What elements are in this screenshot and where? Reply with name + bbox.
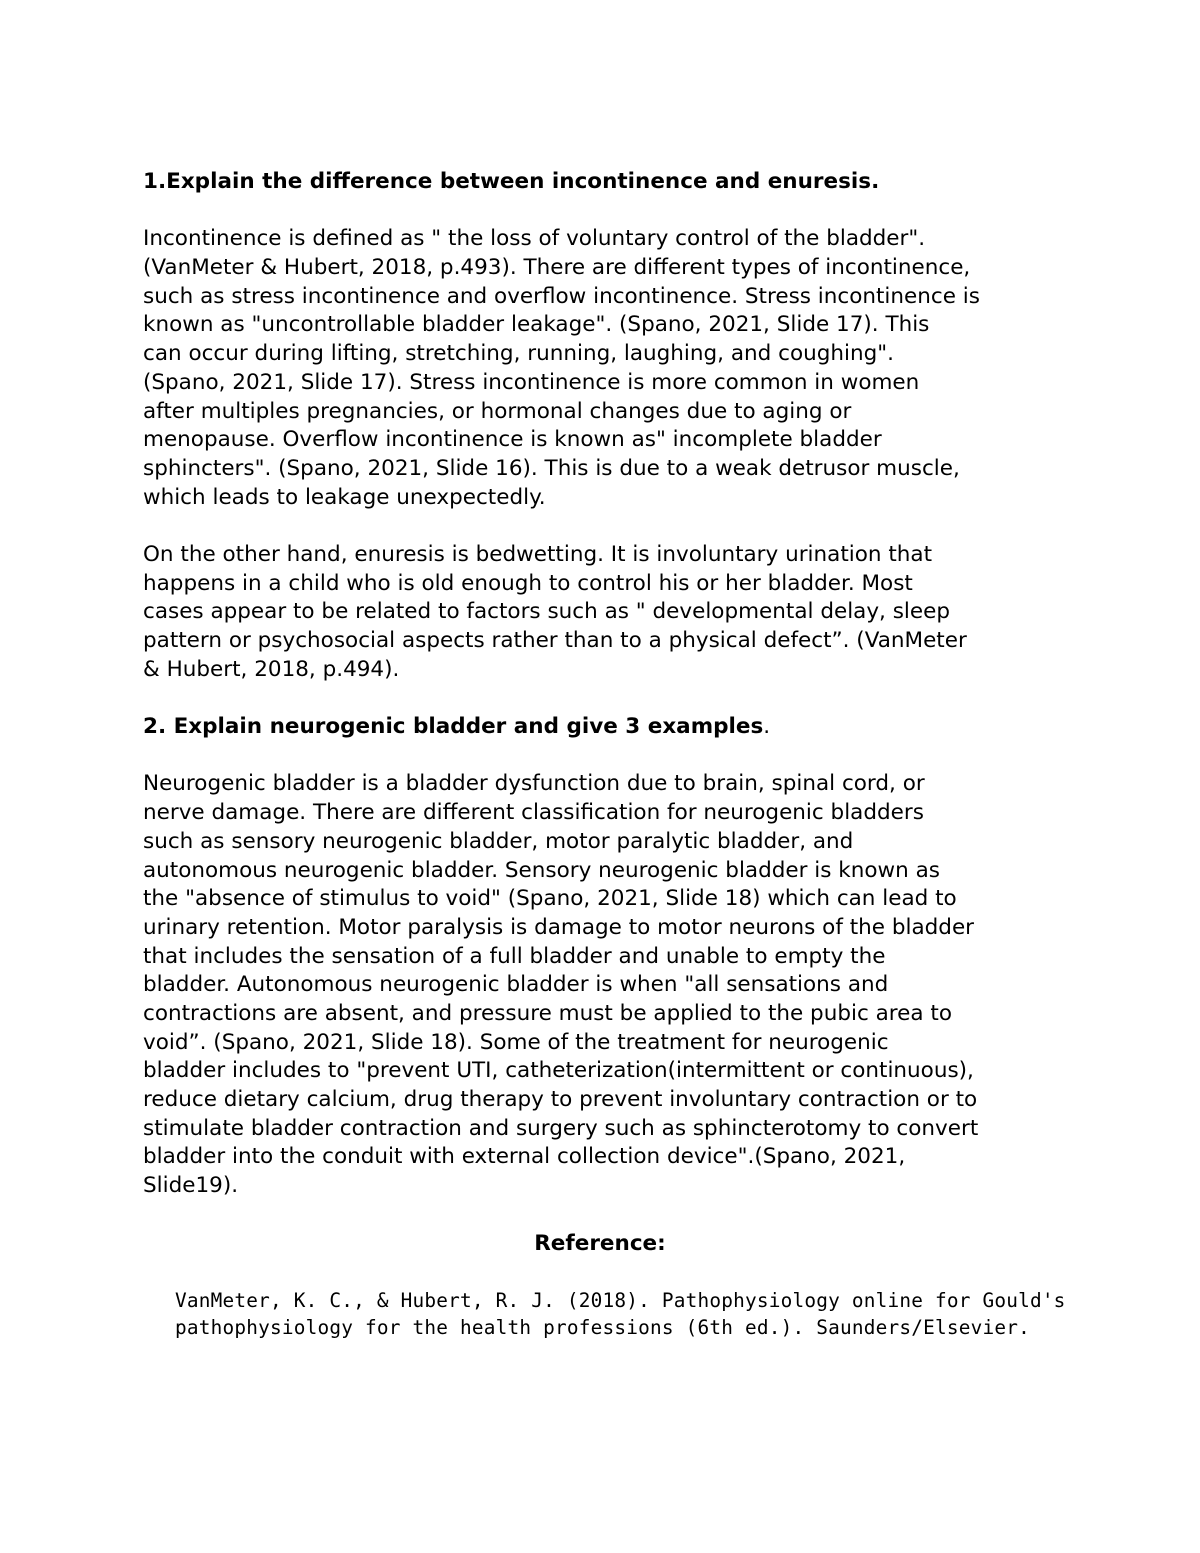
question-2-heading-text: 2. Explain neurogenic bladder and give 3 examples bbox=[143, 714, 764, 740]
text-line: autonomous neurogenic bladder. Sensory neurogenic bladder is known as bbox=[143, 857, 940, 883]
spacer bbox=[143, 512, 1073, 541]
spacer bbox=[143, 742, 1073, 771]
text-line: On the other hand, enuresis is bedwetting. It is involuntary urination that bbox=[143, 541, 933, 567]
text-line: stimulate bladder contraction and surgery such as sphincterotomy to convert bbox=[143, 1115, 979, 1141]
text-line: such as stress incontinence and overflow incontinence. Stress incontinence is bbox=[143, 283, 980, 309]
text-line: cases appear to be related to factors such as " developmental delay, sleep bbox=[143, 599, 951, 625]
text-line: pattern or psychosocial aspects rather than to a physical defect”. (VanMeter bbox=[143, 628, 967, 653]
text-line: & Hubert, 2018, p.494). bbox=[143, 656, 400, 682]
text-line: known as "uncontrollable bladder leakage". (Spano, 2021, Slide 17). This bbox=[143, 312, 930, 338]
question-1-heading: 1.Explain the difference between incontinence and enuresis. bbox=[143, 169, 880, 194]
text-line: Slide19). bbox=[143, 1173, 239, 1199]
spacer bbox=[143, 197, 1073, 226]
question-1-paragraph-2 bbox=[143, 541, 1073, 684]
question-1-paragraph-1 bbox=[143, 225, 1073, 512]
text-line: bladder. Autonomous neurogenic bladder is when "all sensations and bbox=[143, 972, 889, 998]
document-body bbox=[143, 168, 1073, 1201]
text-line: contractions are absent, and pressure must be applied to the pubic area to bbox=[143, 1000, 952, 1026]
text-line: which leads to leakage unexpectedly. bbox=[143, 484, 546, 510]
reference-line: VanMeter, K. C., & Hubert, R. J. (2018). Pathophysiology online for Gould's bbox=[175, 1289, 1066, 1312]
question-2-heading-period: . bbox=[763, 714, 771, 740]
text-line: void”. (Spano, 2021, Slide 18). Some of the treatment for neurogenic bbox=[143, 1029, 889, 1055]
text-line: menopause. Overflow incontinence is known as" incomplete bladder bbox=[143, 427, 882, 453]
text-line: Neurogenic bladder is a bladder dysfunction due to brain, spinal cord, or bbox=[143, 771, 925, 797]
text-line: bladder into the conduit with external collection device".(Spano, 2021, bbox=[143, 1144, 906, 1170]
question-2-heading bbox=[143, 713, 1073, 742]
text-line: sphincters". (Spano, 2021, Slide 16). This is due to a weak detrusor muscle, bbox=[143, 455, 960, 481]
spacer bbox=[143, 684, 1073, 713]
reference-entry bbox=[175, 1287, 1066, 1341]
text-line: Incontinence is defined as " the loss of voluntary control of the bladder". bbox=[143, 226, 926, 252]
text-line: nerve damage. There are different classification for neurogenic bladders bbox=[143, 800, 924, 826]
text-line: bladder includes to "prevent UTI, catheterization(intermittent or continuous), bbox=[143, 1058, 974, 1084]
question-2-paragraph bbox=[143, 770, 1073, 1200]
text-line: reduce dietary calcium, drug therapy to prevent involuntary contraction or to bbox=[143, 1087, 978, 1112]
text-line: (Spano, 2021, Slide 17). Stress incontinence is more common in women bbox=[143, 369, 920, 395]
text-line: the "absence of stimulus to void" (Spano, 2021, Slide 18) which can lead to bbox=[143, 886, 957, 912]
text-line: after multiples pregnancies, or hormonal changes due to aging or bbox=[143, 398, 852, 424]
text-line: such as sensory neurogenic bladder, motor paralytic bladder, and bbox=[143, 828, 854, 854]
reference-heading: Reference: bbox=[534, 1231, 666, 1256]
text-line: (VanMeter & Hubert, 2018, p.493). There are different types of incontinence, bbox=[143, 255, 971, 281]
text-line: can occur during lifting, stretching, running, laughing, and coughing". bbox=[143, 341, 894, 367]
reference-line: pathophysiology for the health professions (6th ed.). Saunders/Elsevier. bbox=[175, 1316, 1030, 1339]
text-line: urinary retention. Motor paralysis is damage to motor neurons of the bladder bbox=[143, 914, 975, 940]
text-line: that includes the sensation of a full bladder and unable to empty the bbox=[143, 943, 886, 969]
text-line: happens in a child who is old enough to control his or her bladder. Most bbox=[143, 570, 913, 596]
